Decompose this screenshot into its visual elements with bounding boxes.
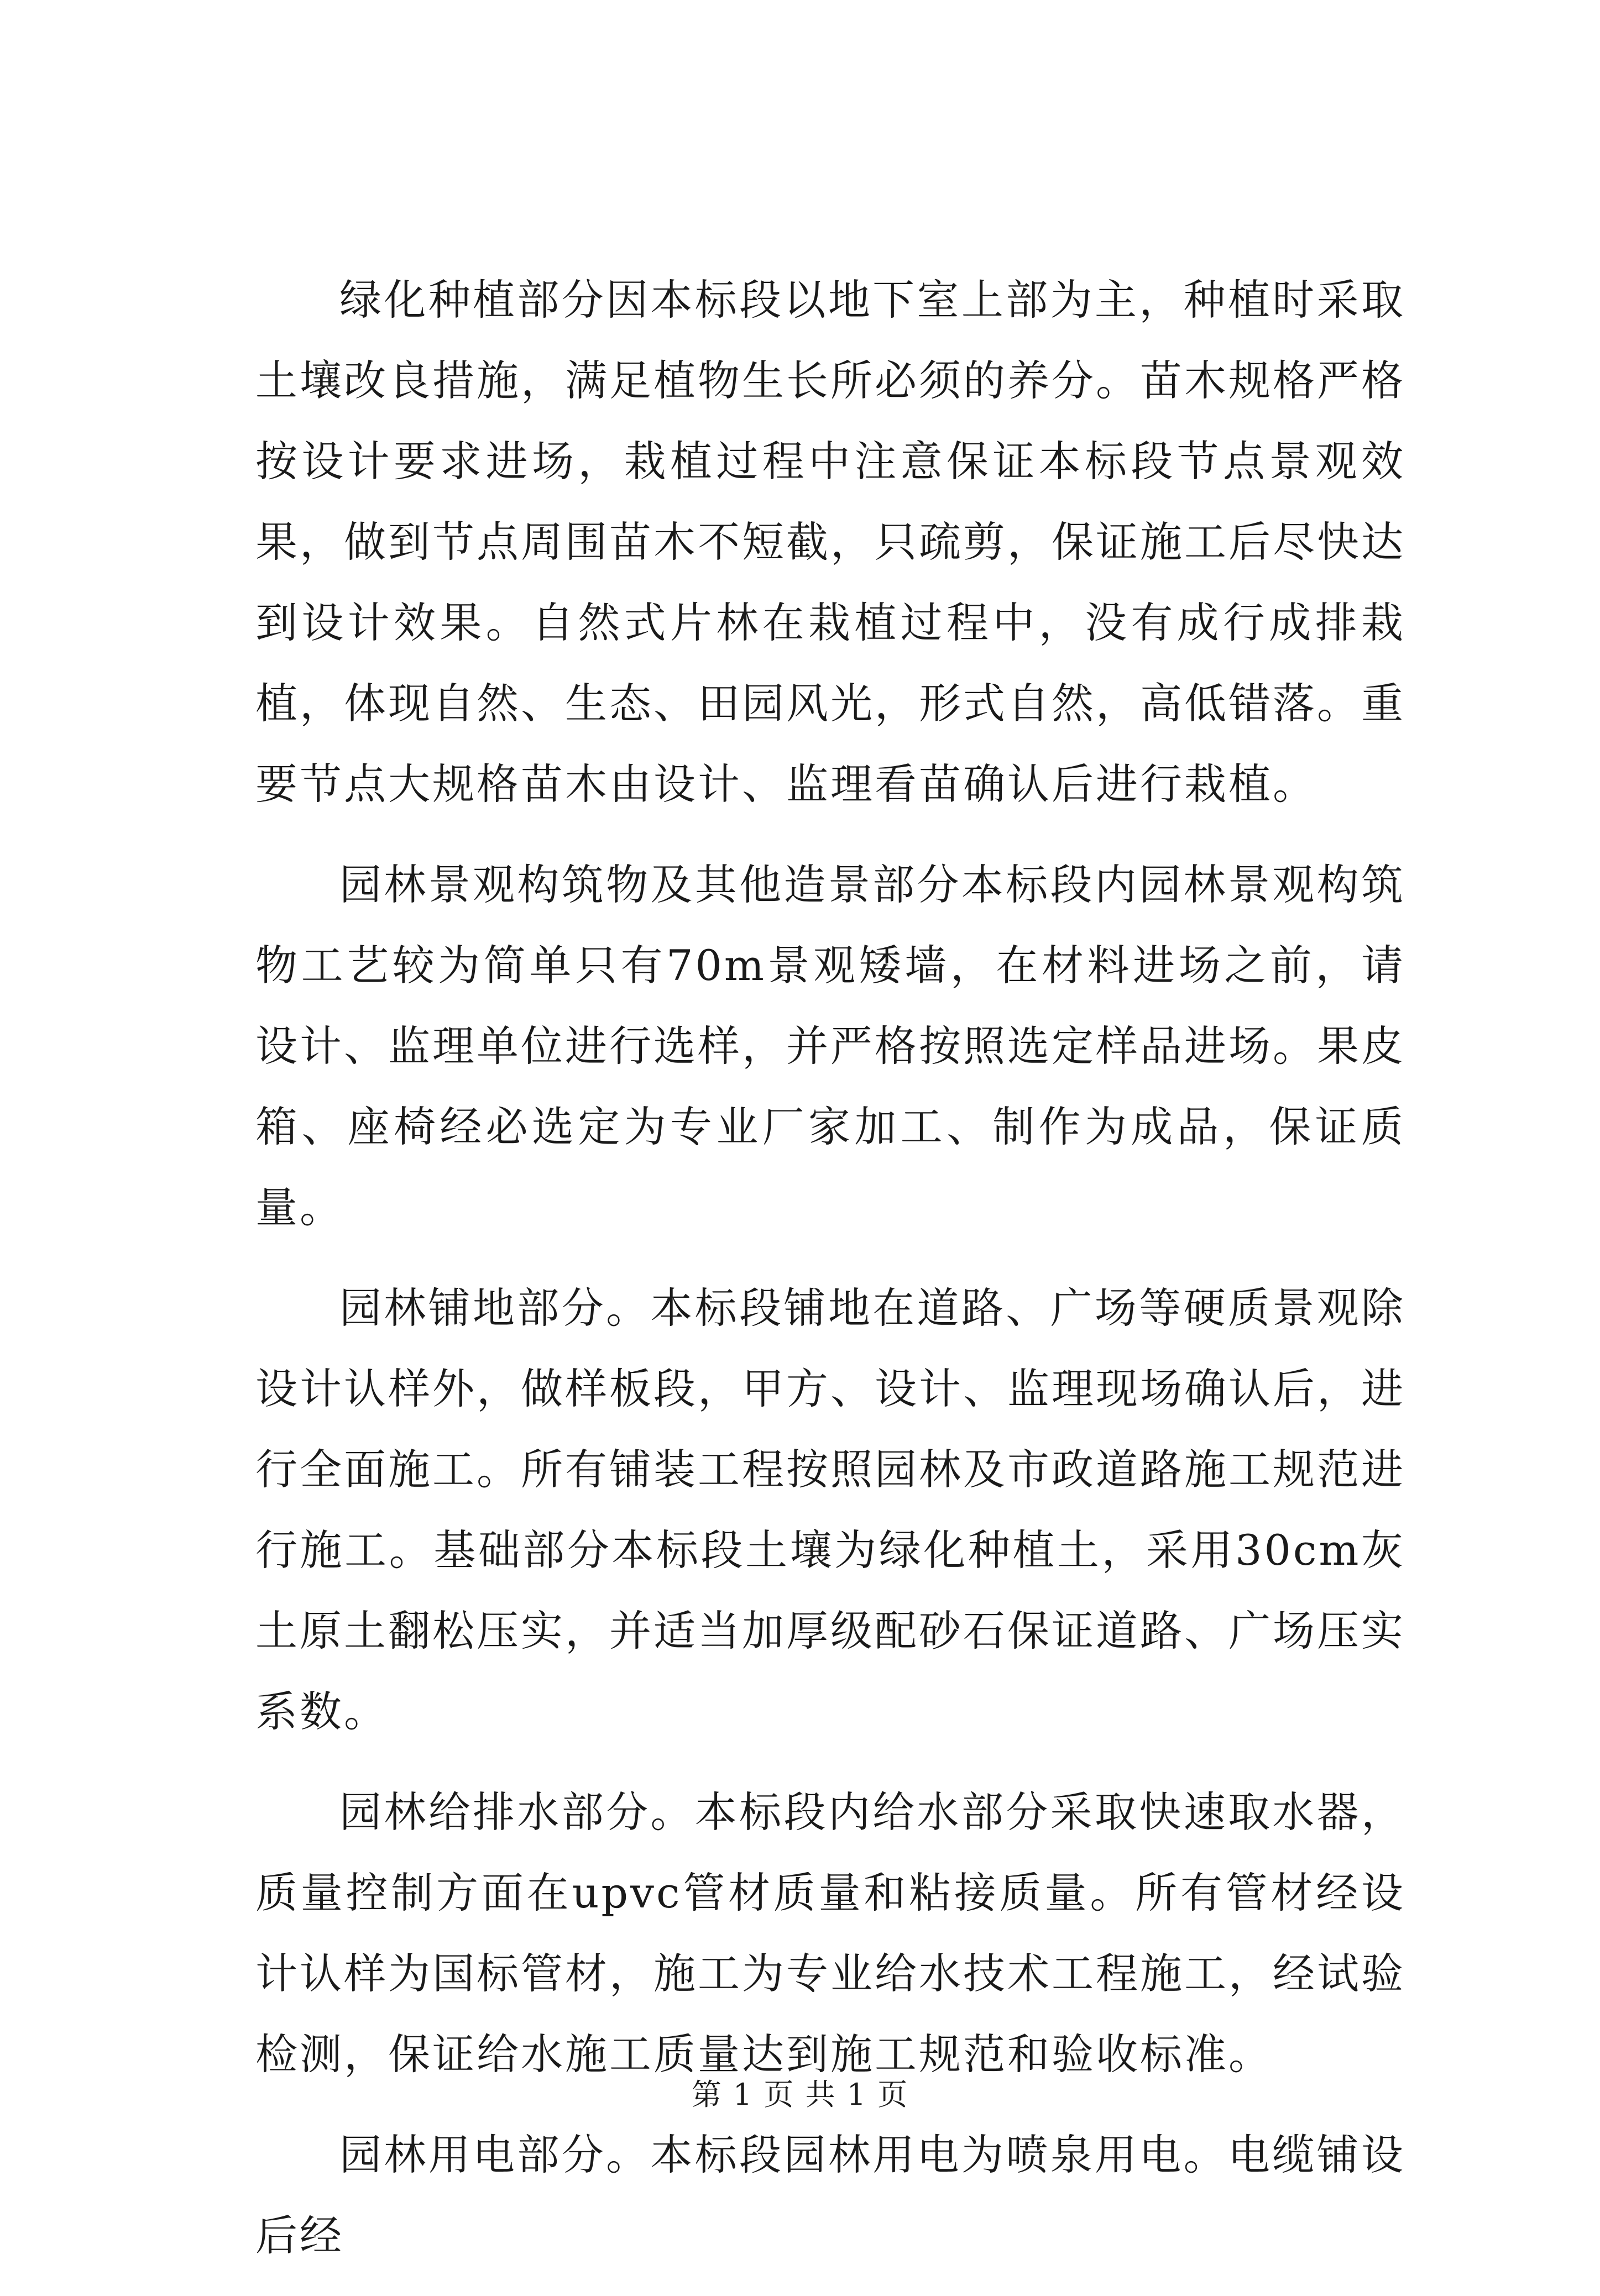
paragraph-water-supply: 园林给排水部分。本标段内给水部分采取快速取水器，质量控制方面在upvc管材质量和粘接质量。所有管材经设计认样为国标管材，施工为专业给水技术工程施工，经试验检测，保证给水施工质量达到施工规范和验收标准。 <box>255 1787 1405 2079</box>
paragraph-paving: 园林铺地部分。本标段铺地在道路、广场等硬质景观除设计认样外，做样板段，甲方、设计、监理现场确认后，进行全面施工。所有铺装工程按照园林及市政道路施工规范进行施工。基础部分本标段土壤为绿化种植土，采用30cm灰土原土翻松压实，并适当加厚级配砂石保证道路、广场压实系数。 <box>255 1283 1405 1736</box>
paragraph-structures: 园林景观构筑物及其他造景部分本标段内园林景观构筑物工艺较为简单只有70m景观矮墙，在材料进场之前，请设计、监理单位进行选样，并严格按照选定样品进场。果皮箱、座椅经必选定为专业厂家加工、制作为成品，保证质量。 <box>255 860 1405 1232</box>
paragraph-electricity: 园林用电部分。本标段园林用电为喷泉用电。电缆铺设后经 <box>255 2130 1405 2260</box>
document-body <box>255 260 1405 2296</box>
page-footer: 第 1 页 共 1 页 <box>691 2077 909 2112</box>
paragraph-planting: 绿化种植部分因本标段以地下室上部为主，种植时采取土壤改良措施，满足植物生长所必须的养分。苗木规格严格按设计要求进场，栽植过程中注意保证本标段节点景观效果，做到节点周围苗木不短截，只疏剪，保证施工后尽快达到设计效果。自然式片林在栽植过程中，没有成行成排栽植，体现自然、生态、田园风光，形式自然，高低错落。重要节点大规格苗木由设计、监理看苗确认后进行栽植。 <box>255 275 1405 809</box>
